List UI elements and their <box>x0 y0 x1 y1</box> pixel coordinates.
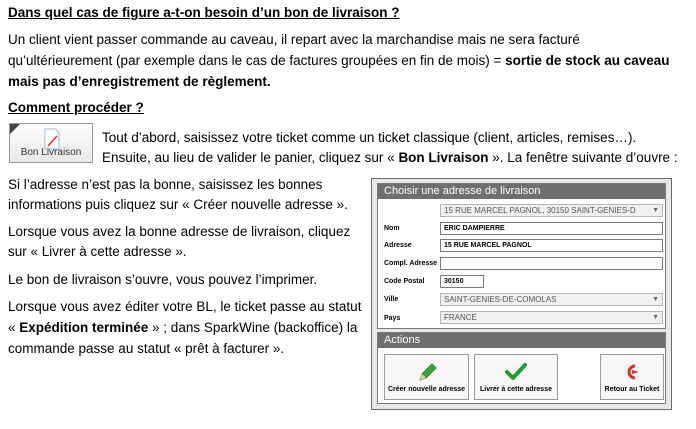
corner-marker <box>10 124 20 134</box>
label-code-postal: Code Postal <box>384 278 425 285</box>
step1-line-2 <box>102 148 678 168</box>
address-select[interactable] <box>440 204 663 217</box>
actions-panel-title: Actions <box>378 333 665 348</box>
bon-livraison-button-image <box>9 123 93 163</box>
intro-line-2-bold: sortie de stock au caveau <box>505 53 670 68</box>
section-heading-when: Dans quel cas de figure a-t-on besoin d’un bon de livraison ? <box>8 5 400 20</box>
para2-line-1: Lorsque vous avez la bonne adresse de livraison, cliquez <box>8 224 351 239</box>
delivery-address-dialog <box>371 178 672 410</box>
label-nom: Nom <box>384 225 400 232</box>
ville-select[interactable] <box>440 293 663 306</box>
checkmark-icon <box>505 362 527 382</box>
para4-line-2-bold: Expédition terminée <box>19 320 149 335</box>
para2-line-2: sur « Livrer à cette adresse ». <box>8 244 187 259</box>
address-select-value: 15 RUE MARCEL PAGNOL, 30150 SAINT-GENIES-D <box>444 206 636 215</box>
para4-line-2-b: » ; dans SparkWine (backoffice) la <box>148 320 358 335</box>
address-panel-title: Choisir une adresse de livraison <box>378 184 665 199</box>
para1-line-1: Si l’adresse n’est pas la bonne, saisissez les bonnes <box>8 177 323 192</box>
step1-line-2-a: Ensuite, au lieu de valider le panier, cliquez sur « <box>102 150 399 165</box>
intro-line-2 <box>8 51 669 71</box>
intro-line-1: Un client vient passer commande au caveau, il repart avec la marchandise mais ne sera facturé <box>8 32 580 47</box>
adresse-field[interactable]: 15 RUE MARCEL PAGNOL <box>440 239 663 252</box>
pays-select[interactable] <box>440 311 663 324</box>
intro-line-3: mais pas d’enregistrement de règlement. <box>8 74 271 89</box>
create-address-button[interactable] <box>384 354 469 400</box>
label-compl-adresse: Compl. Adresse <box>384 260 438 267</box>
code-postal-field[interactable]: 30150 <box>440 275 484 288</box>
para1-line-2: informations puis cliquez sur « Créer nouvelle adresse ». <box>8 197 348 212</box>
chevron-down-icon: ▼ <box>652 314 659 321</box>
step1-line-2-b: ». La fenêtre suivante d’ouvre : <box>488 150 678 165</box>
actions-panel <box>377 332 666 404</box>
create-address-label: Créer nouvelle adresse <box>387 386 466 393</box>
label-adresse: Adresse <box>384 242 412 249</box>
chevron-down-icon: ▼ <box>652 207 659 214</box>
step1-line-2-bold: Bon Livraison <box>398 150 489 165</box>
para4-line-3: commande passe au statut « prêt à facturer ». <box>8 341 285 356</box>
section-heading-how: Comment procéder ? <box>8 100 144 115</box>
deliver-address-button[interactable] <box>474 354 558 400</box>
label-pays: Pays <box>384 315 401 322</box>
chevron-down-icon: ▼ <box>652 296 659 303</box>
bon-livraison-label: Bon Livraison <box>20 147 82 158</box>
address-panel <box>377 183 666 329</box>
step1-line-1: Tout d’abord, saisissez votre ticket comme un ticket classique (client, articles, remises…). <box>102 130 637 145</box>
pays-select-value: FRANCE <box>444 313 477 322</box>
para4-line-2-a: « <box>8 320 20 335</box>
compl-adresse-field[interactable] <box>440 257 663 270</box>
nom-field[interactable]: ERIC DAMPIERRE <box>440 222 663 235</box>
deliver-address-label: Livrer à cette adresse <box>480 386 552 393</box>
ville-select-value: SAINT-GENIES-DE-COMOLAS <box>444 295 557 304</box>
para4-line-1: Lorsque vous avez éditer votre BL, le ticket passe au statut <box>8 299 362 314</box>
para4-line-2 <box>8 318 357 338</box>
pencil-icon <box>416 362 438 384</box>
para3: Le bon de livraison s’ouvre, vous pouvez l’imprimer. <box>8 272 318 287</box>
intro-line-2-text: qu’ultérieurement (par exemple dans le cas de factures groupées en fin de mois) = <box>8 53 506 68</box>
back-to-ticket-label: Retour au Ticket <box>604 386 660 393</box>
back-to-ticket-button[interactable] <box>600 354 664 400</box>
label-ville: Ville <box>384 296 399 303</box>
back-arrow-icon <box>622 362 642 382</box>
